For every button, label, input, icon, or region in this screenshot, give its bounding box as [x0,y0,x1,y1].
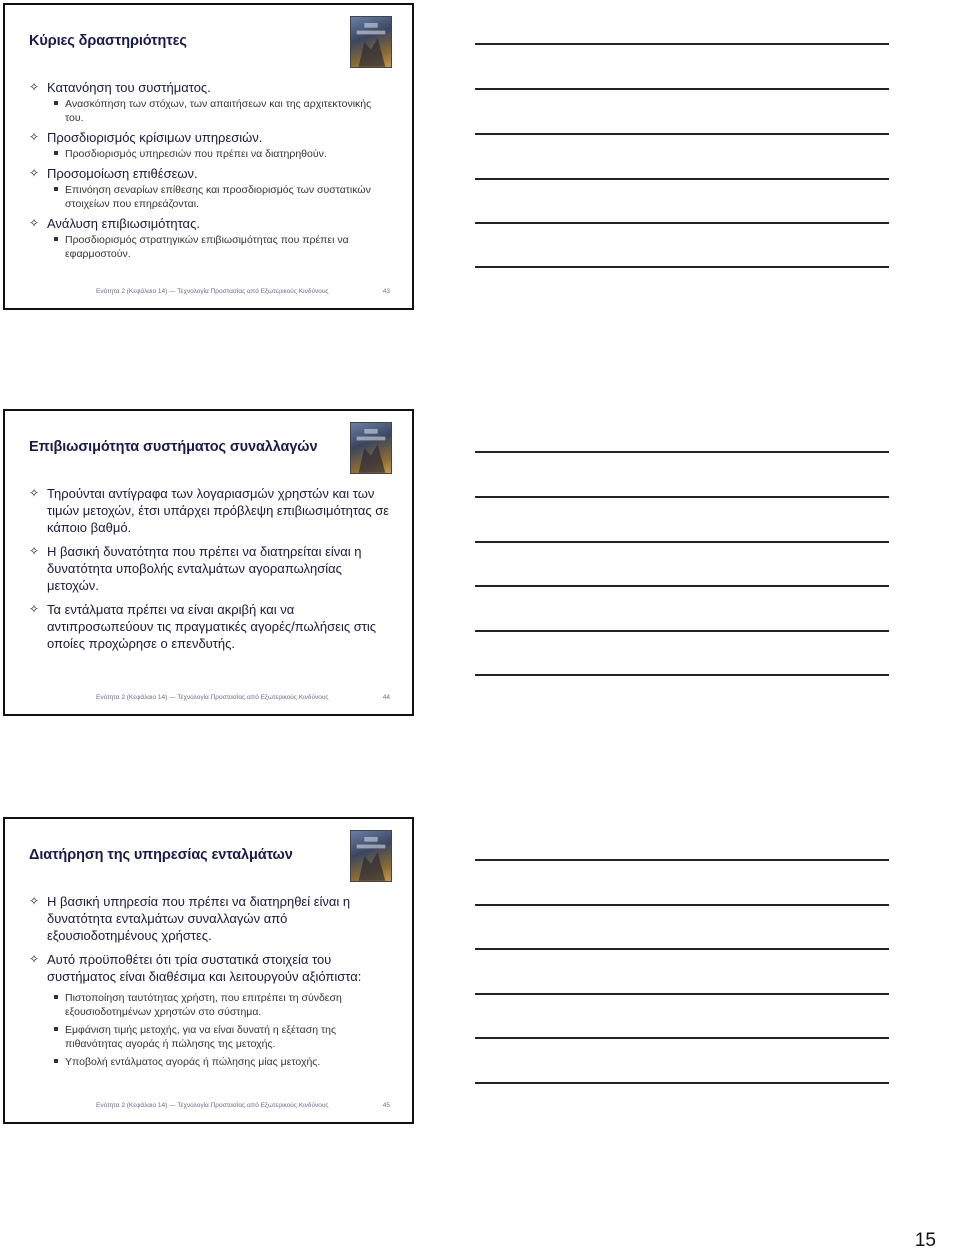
sub-bullet-text: Υποβολή εντάλματος αγοράς ή πώλησης μίας μετοχής. [65,1056,321,1068]
notes-line [475,496,889,498]
book-cover-icon [350,422,392,474]
sub-bullet-item [29,1023,390,1051]
notes-line [475,266,889,268]
book-cover-icon [350,830,392,882]
bullet-text: Προσδιορισμός κρίσιμων υπηρεσιών. [47,130,263,145]
bullet-item [29,165,390,182]
sub-bullet-item [29,991,390,1019]
notes-line [475,674,889,676]
star-bullet-icon: ✧ [29,602,40,616]
notes-line [475,222,889,224]
notes-line [475,451,889,453]
star-bullet-icon: ✧ [29,166,40,180]
bullet-item [29,79,390,96]
slide-page-number: 45 [382,1102,390,1109]
footer-text: Ενότητα 2 (Κεφάλαιο 14) — Τεχνολογία Προστασίας από Εξωτερικούς Κινδύνους [96,694,329,701]
notes-line [475,178,889,180]
slide-footer [5,694,412,706]
bullet-text: Η βασική υπηρεσία που πρέπει να διατηρηθεί είναι η δυνατότητα ενταλμάτων συναλλαγών από εξουσιοδοτημένους χρήστες. [47,894,351,943]
notes-line [475,1082,889,1084]
bullet-item [29,543,390,594]
bullet-item [29,893,390,944]
sub-bullet-item [29,147,390,161]
page-number: 15 [914,1230,936,1251]
slide-title: Κύριες δραστηριότητες [29,33,187,49]
notes-line [475,133,889,135]
notes-line [475,948,889,950]
square-bullet-icon [54,995,58,999]
slide-page-number: 44 [382,694,390,701]
slide-title: Διατήρηση της υπηρεσίας ενταλμάτων [29,847,293,863]
sub-bullet-item [29,97,390,125]
notes-line [475,630,889,632]
bullet-item [29,129,390,146]
sub-bullet-text: Προσδιορισμός στρατηγικών επιβιωσιμότητας που πρέπει να εφαρμοστούν. [65,234,349,260]
bullet-item [29,485,390,536]
notes-line [475,1037,889,1039]
sub-bullet-item [29,233,390,261]
sub-bullet-text: Προσδιορισμός υπηρεσιών που πρέπει να διατηρηθούν. [65,148,327,160]
slide-44 [3,409,414,716]
bullet-text: Τηρούνται αντίγραφα των λογαριασμών χρηστών και των τιμών μετοχών, έτσι υπάρχει πρόβλεψη επιβιωσιμότητας σε κάποιο βαθμό. [47,486,390,535]
bullet-item [29,951,390,985]
slide-footer [5,1102,412,1114]
star-bullet-icon: ✧ [29,130,40,144]
sub-bullet-text: Πιστοποίηση ταυτότητας χρήστη, που επιτρέπει τη σύνδεση εξουσιοδοτημένων χρηστών στο σύστημα. [65,992,342,1018]
sub-bullet-text: Εμφάνιση τιμής μετοχής, για να είναι δυνατή η εξέταση της πιθανότητας αγοράς ή πώλησης της μετοχής. [65,1024,337,1050]
sub-bullet-text: Επινόηση σεναρίων επίθεσης και προσδιορισμός των συστατικών στοιχείων που επηρεάζονται. [65,184,371,210]
star-bullet-icon: ✧ [29,80,40,94]
square-bullet-icon [54,101,58,105]
slide-45 [3,817,414,1124]
sub-bullet-item [29,1055,390,1069]
notes-line [475,859,889,861]
star-bullet-icon: ✧ [29,952,40,966]
bullet-text: Κατανόηση του συστήματος. [47,80,211,95]
slide-footer [5,288,412,300]
bullet-text: Η βασική δυνατότητα που πρέπει να διατηρείται είναι η δυνατότητα υποβολής ενταλμάτων αγοραπωλησίας μετοχών. [47,544,362,593]
bullet-item [29,601,390,652]
slide-title: Επιβιωσιμότητα συστήματος συναλλαγών [29,439,318,455]
sub-bullet-item [29,183,390,211]
square-bullet-icon [54,187,58,191]
square-bullet-icon [54,237,58,241]
notes-line [475,43,889,45]
star-bullet-icon: ✧ [29,894,40,908]
notes-line [475,993,889,995]
bullet-text: Αυτό προϋποθέτει ότι τρία συστατικά στοιχεία του συστήματος είναι διαθέσιμα και λειτουργούν αξιόπιστα: [47,952,362,984]
square-bullet-icon [54,151,58,155]
bullet-text: Προσομοίωση επιθέσεων. [47,166,198,181]
slide-page-number: 43 [382,288,390,295]
notes-line [475,88,889,90]
bullet-text: Τα εντάλματα πρέπει να είναι ακριβή και να αντιπροσωπεύουν τις πραγματικές αγορές/πωλήσεις στις οποίες προχώρησε ο επενδυτής. [47,602,377,651]
bullet-item [29,215,390,232]
footer-text: Ενότητα 2 (Κεφάλαιο 14) — Τεχνολογία Προστασίας από Εξωτερικούς Κινδύνους [96,288,329,295]
notes-line [475,585,889,587]
slide-43 [3,3,414,310]
star-bullet-icon: ✧ [29,544,40,558]
square-bullet-icon [54,1027,58,1031]
footer-text: Ενότητα 2 (Κεφάλαιο 14) — Τεχνολογία Προστασίας από Εξωτερικούς Κινδύνους [96,1102,329,1109]
book-cover-icon [350,16,392,68]
sub-bullet-text: Ανασκόπηση των στόχων, των απαιτήσεων και της αρχιτεκτονικής του. [65,98,372,124]
square-bullet-icon [54,1059,58,1063]
notes-line [475,904,889,906]
star-bullet-icon: ✧ [29,486,40,500]
notes-line [475,541,889,543]
star-bullet-icon: ✧ [29,216,40,230]
bullet-text: Ανάλυση επιβιωσιμότητας. [47,216,200,231]
